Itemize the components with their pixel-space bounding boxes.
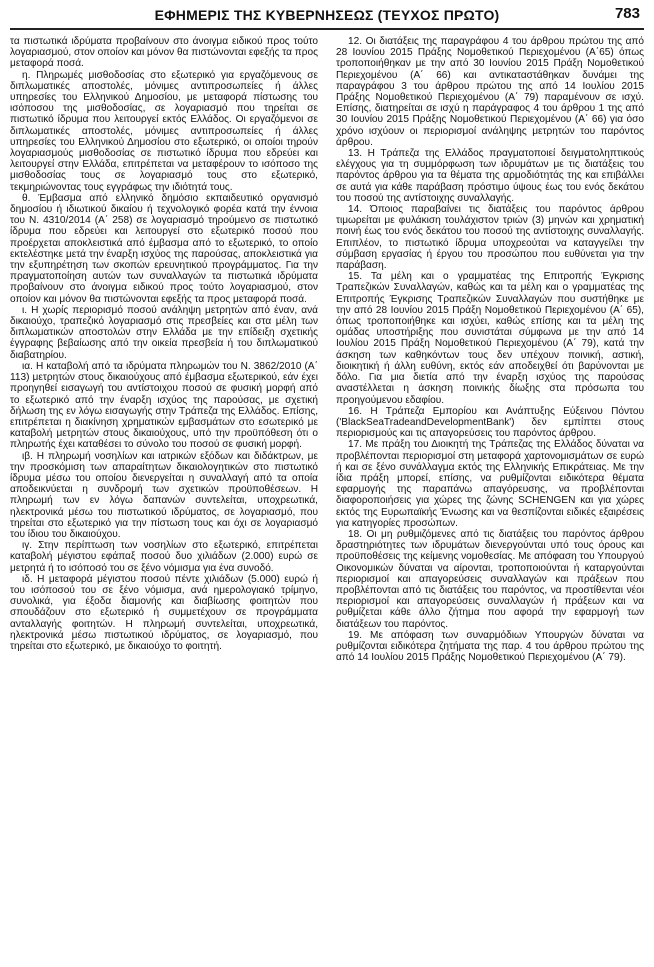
left-column: [10, 36, 318, 962]
page-header: [10, 2, 644, 30]
paragraph-12: 12. Οι διατάξεις της παραγράφου 4 του άρθρου πρώτου της από 28 Ιουνίου 2015 Πράξης Νομοθετικού Περιεχομένου (Α΄65) όπως τροποποιήθηκαν με την από 30 Ιουνίου 2015 Πράξη Νομοθετικού Περιεχομένου (Α΄ 66) και αντικαταστάθηκαν δυνάμει της παραγράφου 3 του άρθρου πρώτου της από 14 Ιουλίου 2015 Πράξης Νομοθετικού Περιεχομένου (Α΄ 79) παραμένουν σε ισχύ. Επίσης, διατηρείται σε ισχύ η παράγραφος 4 του άρθρου 1 της από 30 Ιουνίου 2015 Πράξης Νομοθετικού Περιεχομένου (Α΄ 66) για όσο χρόνο ισχύουν οι περιορισμοί ανάληψης μετρητών του παρόντος άρθρου.: [336, 36, 644, 148]
paragraph-18: 18. Οι μη ρυθμιζόμενες από τις διατάξεις του παρόντος άρθρου δραστηριότητες των ιδρυμάτων διενεργούνται υπό τους όρους και προϋποθέσεις της κείμενης νομοθεσίας. Με απόφαση του Υπουργού Οικονομικών δύναται να αίρονται, τροποποιούνται ή καταργούνται περιορισμοί και απαγορεύσεις συναλλαγών και πράξεων που προβλέπονται από τις διατάξεις του παρόντος, να προστίθενται νέοι περιορισμοί και απαγορεύσεις συναλλαγών ή πράξεων και να ρυθμίζεται κάθε άλλο ζήτημα που αφορά την εφαρμογή των διατάξεων του παρόντος.: [336, 528, 644, 630]
paragraph-eta: η. Πληρωμές μισθοδοσίας στο εξωτερικό για εργαζόμενους σε διπλωματικές αποστολές, μόνιμες αντιπροσωπείες ή άλλες υπηρεσίες του Ελληνικού Δημοσίου, με μεταφορά πίστωσης του ισόποσου της μισθοδοσίας, σε λογαριασμό που τηρείται σε πιστωτικό ίδρυμα που λειτουργεί εκτός Ελλάδος. Οι εργαζόμενοι σε διπλωματικές αποστολές, μόνιμες αντιπροσωπείες ή άλλες υπηρεσίες του Ελληνικού Δημοσίου στο εξωτερικό, οι οποίοι τηρούν λογαριασμούς μισθοδοσίας σε πιστωτικό ίδρυμα που εδρεύει και λειτουργεί στην Ελλάδα, επιτρέπεται να μεταφέρουν το ισόποσο της μισθοδοσίας τους σε λογαριασμό τους στο εξωτερικό, τεκμηριώνοντας τους εγγράφως την ιδιότητά τους.: [10, 69, 318, 193]
paragraph-iota-gamma: ιγ. Στην περίπτωση των νοσηλίων στο εξωτερικό, επιτρέπεται καταβολή μέγιστου εφάπαξ ποσού δυο χιλιάδων (2.000) ευρώ σε μετρητά ή το ισόποσό του σε ξένο νόμισμα για ένα συνοδό.: [10, 540, 318, 574]
paragraph-theta: θ. Έμβασμα από ελληνικό δημόσιο εκπαιδευτικό οργανισμό δημοσίου ή ιδιωτικού δικαίου ή τεχνολογικό φορέα κατά την έννοια του Ν. 4310/2014 (Α΄ 258) σε λογαριασμό τηρούμενο σε πιστωτικό ίδρυμα που εδρεύει και λειτουργεί στο εξωτερικό ποσού που προέρχεται αποκλειστικά από έμβασμα από το εξωτερικό, το οποίο εκτελέστηκε μετά την έναρξη ισχύος της παρούσας, αποκλειστικά για την εξυπηρέτηση των σκοπών ερευνητικού προγράμματος. Για την πραγματοποίηση αυτών των συναλλαγών τα πιστωτικά ιδρύματα προβαίνουν στο άνοιγμα ειδικού προς τούτο λογαριασμού, στον οποίον και μόνον θα πιστώνονται εφεξής τα προς μεταφορά ποσά.: [10, 192, 318, 305]
gazette-title: ΕΦΗΜΕΡΙΣ ΤΗΣ ΚΥΒΕΡΝΗΣΕΩΣ (ΤΕΥΧΟΣ ΠΡΩΤΟ): [154, 7, 500, 23]
paragraph-iota: ι. Η χωρίς περιορισμό ποσού ανάληψη μετρητών από έναν, ανά δικαιούχο, τραπεζικό λογαριασμό στις πρεσβείες και στα μέλη των διπλωματικών αποστολών στην Ελλάδα με την επίδειξη σχετικής έγγραφης βεβαίωσης από την οικεία πρεσβεία ή του διπλωματικού διαβατηρίου.: [10, 304, 318, 361]
paragraph-continuation: τα πιστωτικά ιδρύματα προβαίνουν στο άνοιγμα ειδικού προς τούτο λογαριασμού, στον οποίον και μόνον θα πιστώνονται εφεξής τα προς μεταφορά ποσά.: [10, 36, 318, 70]
paragraph-14: 14. Όποιος παραβαίνει τις διατάξεις του παρόντος άρθρου τιμωρείται με φυλάκιση τουλάχιστον τριών (3) μηνών και χρηματική ποινή έως του ενός δεκάτου του ποσού της αντίστοιχης συναλλαγής. Επιπλέον, το πιστωτικό ίδρυμα υποχρεούται να καταγγείλει την σύμβαση εργασίας ή έργου του προσώπου που ευθύνεται για την παράβαση.: [336, 204, 644, 272]
paragraph-iota-beta: ιβ. Η πληρωμή νοσηλίων και ιατρικών εξόδων και διδάκτρων, με την προσκόμιση των απαραίτητων δικαιολογητικών στο πιστωτικό ίδρυμα μέσω του οποίου διενεργείται η συναλλαγή από τα οποία αποδεικνύεται η συνδρομή των σχετικών προϋποθέσεων. Η πληρωμή των εν λόγω δαπανών συντελείται, υποχρεωτικά, ηλεκτρονικά μέσω του πιστωτικού ιδρύματος, σε λογαριασμό, που τηρείται στο εξωτερικό για την πίστωση τους και όχι σε λογαριασμό του ίδιου του δικαιούχου.: [10, 450, 318, 540]
page-number: 783: [614, 5, 640, 22]
paragraph-iota-alpha: ια. Η καταβολή από τα ιδρύματα πληρωμών του Ν. 3862/2010 (Α΄ 113) μετρητών στους δικαιούχους από έμβασμα εξωτερικού, εάν έχει προηγηθεί εισαγωγή του αντίστοιχου ποσού σε φυσική μορφή από το εξωτερικό από την έναρξη ισχύος της παρούσας, με σχετική δήλωση της εν λόγω εισαγωγής στην Τράπεζα της Ελλάδος. Επίσης, επιτρέπεται η διακίνηση χρηματικών εμβασμάτων στο εσωτερικό με καταβολή μετρητών στους δικαιούχους, υπό την προϋπόθεση ότι ο πληρωτής έχει καταθέσει το σύνολο του ποσού σε φυσική μορφή.: [10, 360, 318, 451]
paragraph-19: 19. Με απόφαση των συναρμόδιων Υπουργών δύναται να ρυθμίζονται ειδικότερα ζητήματα της παρ. 4 του άρθρου πρώτου της από 14 Ιουλίου 2015 Πράξης Νομοθετικού Περιεχομένου (Α΄ 79).: [336, 629, 644, 664]
paragraph-13: 13. Η Τράπεζα της Ελλάδος πραγματοποιεί δειγματοληπτικούς ελέγχους για τη συμμόρφωση των ιδρυμάτων με τις διατάξεις του παρόντος άρθρου για τα θέματα της αρμοδιότητάς της και επιβάλλει σε αυτά για κάθε παράβαση πρόστιμο ύψους έως του ενός δεκάτου του ποσού της αντίστοιχης συναλλαγής.: [336, 148, 644, 204]
paragraph-iota-delta: ιδ. Η μεταφορά μέγιστου ποσού πέντε χιλιάδων (5.000) ευρώ ή του ισόποσού του σε ξένο νόμισμα, ανά ημερολογιακό τρίμηνο, συνολικά, για έξοδα διαμονής και διαβίωσης φοιτητών που σπουδάζουν στο εξωτερικό ή συμμετέχουν σε προγράμματα ανταλλαγής φοιτητών. Η πληρωμή συντελείται, υποχρεωτικά, ηλεκτρονικά μέσω πιστωτικού ιδρύματος, σε λογαριασμό, που τηρείται στο εξωτερικό, με δικαιούχο το φοιτητή.: [10, 573, 318, 652]
paragraph-16: 16. Η Τράπεζα Εμπορίου και Ανάπτυξης Εύξεινου Πόντου ('BlackSeaTradeandDevelopmentBank') δεν εμπίπτει στους περιορισμούς και τις απαγορεύσεις του παρόντος άρθρου.: [336, 405, 644, 440]
paragraph-17: 17. Με πράξη του Διοικητή της Τράπεζας της Ελλάδος δύναται να προβλέπονται περιορισμοί στη μεταφορά χαρτονομισμάτων σε ευρώ ή και σε ξένο συνάλλαγμα εκτός της Ελληνικής Επικράτειας. Με την ίδια πράξη μπορεί, επίσης, να ρυθμίζονται ειδικότερα θέματα εφαρμογής της παραπάνω απαγόρευσης, να προβλέπονται διαφοροποιήσεις για χώρες της ζώνης SCHENGEN και για χώρες εκτός της Ευρωπαϊκής Ένωσης και να θεσπίζονται ειδικές εξαιρέσεις για κατηγορίες προσώπων.: [336, 439, 644, 529]
paragraph-15: 15. Τα μέλη και ο γραμματέας της Επιτροπής Έγκρισης Τραπεζικών Συναλλαγών, καθώς και τα μέλη και ο γραμματέας της Επιτροπής Έγκρισης Τραπεζικών Συναλλαγών που συστήθηκε με την από 28 Ιουνίου 2015 Πράξη Νομοθετικού Περιεχομένου (Α΄ 65), όπως τροποποιήθηκε και ισχύει, καθώς επίσης και τα μέλη της ομάδας υποστήριξης που συνιστάται σύμφωνα με την από 14 Ιουλίου 2015 Πράξη Νομοθετικού Περιεχομένου (Α΄ 79), κατά την άσκηση των καθηκόντων τους δεν υπέχουν ποινική, αστική, διοικητική ή άλλη ευθύνη, εκτός εάν αποδειχθεί ότι βαρύνονται με δόλο. Για μια διετία από την έναρξη ισχύος της παρούσας αναστέλλεται η άσκηση ποινικής δίωξης στα πρόσωπα του προηγούμενου εδαφίου.: [336, 271, 644, 406]
right-column: [336, 36, 644, 962]
